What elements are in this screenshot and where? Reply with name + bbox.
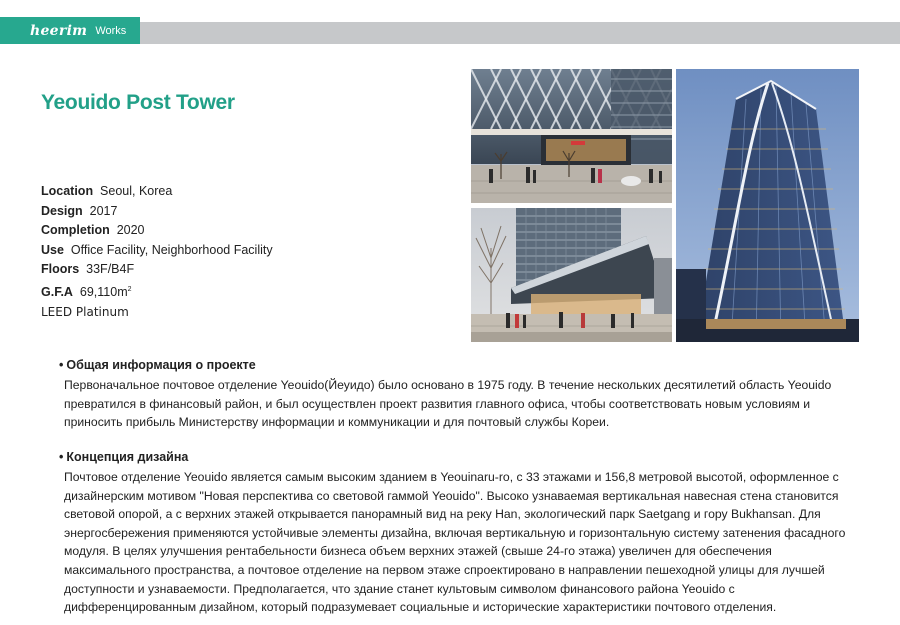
spec-superscript: 2 xyxy=(127,285,132,293)
spec-value: Seoul, Korea xyxy=(100,184,173,198)
section-design-concept xyxy=(59,450,859,617)
tower-dusk-illustration xyxy=(676,69,859,342)
spec-value: 33F/B4F xyxy=(86,262,135,277)
spec-value: 2017 xyxy=(89,203,118,218)
section-body: Первоначальное почтовое отделение Yeouido(Йеуидо) было основано в 1975 году. В течение нескольких десятилетий область Yeouido превратился в финансовый район, и был осуществлен проект развития главного офиса, чтобы соответствовать новым условиям и приносить прибыль Министерству информации и коммуникации и для почтовый службы Кореи. xyxy=(64,378,832,430)
section-label: Works xyxy=(95,24,127,37)
spec-value: 2020 xyxy=(116,223,145,238)
spec-gfa xyxy=(41,280,273,303)
project-specs xyxy=(41,182,273,322)
photo-plaza-entrance xyxy=(471,69,672,203)
bullet-icon: • xyxy=(59,450,64,464)
section-heading xyxy=(59,450,859,464)
spec-label: Location xyxy=(41,184,94,198)
spec-use xyxy=(41,241,273,261)
bullet-icon: • xyxy=(59,358,64,372)
spec-completion xyxy=(41,221,273,241)
spec-label: Design xyxy=(41,203,83,218)
photo-podium-canopy xyxy=(471,208,672,342)
leed-certification: LEED Platinum xyxy=(41,304,129,319)
spec-floors xyxy=(41,260,273,280)
section-overview xyxy=(59,358,859,432)
spec-label: Use xyxy=(41,242,64,257)
section-heading xyxy=(59,358,859,372)
brand-tab xyxy=(0,17,140,44)
section-heading-text: Общая информация о проекте xyxy=(66,358,256,372)
company-logo: heerim xyxy=(30,22,88,39)
spec-design xyxy=(41,202,273,222)
section-heading-text: Концепция дизайна xyxy=(66,450,189,464)
plaza-entrance-illustration xyxy=(471,69,672,203)
spec-value: Office Facility, Neighborhood Facility xyxy=(70,242,273,257)
spec-label: Floors xyxy=(41,262,80,277)
project-title: Yeouido Post Tower xyxy=(41,91,235,114)
spec-location xyxy=(41,182,273,202)
spec-value: 69,110m xyxy=(79,285,128,300)
section-body: Почтовое отделение Yeouido является самым высоким зданием в Yeouinaru-ro, с 33 этажами и 156,8 метровой высотой, оформленное с дизайнерским мотивом "Новая перспектива со световой гаммой Yeouido". Высоко узнаваемая вертикальная навесная стена становится световой опорой, а с верхних этажей открывается панорамный вид на реку Han, экологический парк Saetgang и гору Bukhansan. Для энергосбережения применяются устойчивые элементы дизайна, включая вертикальную и горизонтальную систему затенения фасадного модуля. В целях улучшения рентабельности бизнеса объем верхних этажей (свыше 24-го этажа) увеличен для обеспечения максимального пространства, а почтовое отделение на первом этаже спроектировано в направлении пешеходной улицы для лучшей доступности и узнаваемости. Предполагается, что здание станет культовым символом финансового района Yeouido с дифференцированным дизайном, который подразумевает социальные и исторические характеристики почтового отделения. xyxy=(64,470,846,615)
spec-label: Completion xyxy=(41,223,110,238)
podium-canopy-illustration xyxy=(471,208,672,342)
photo-tower-dusk xyxy=(676,69,859,342)
spec-label: G.F.A xyxy=(41,285,73,300)
